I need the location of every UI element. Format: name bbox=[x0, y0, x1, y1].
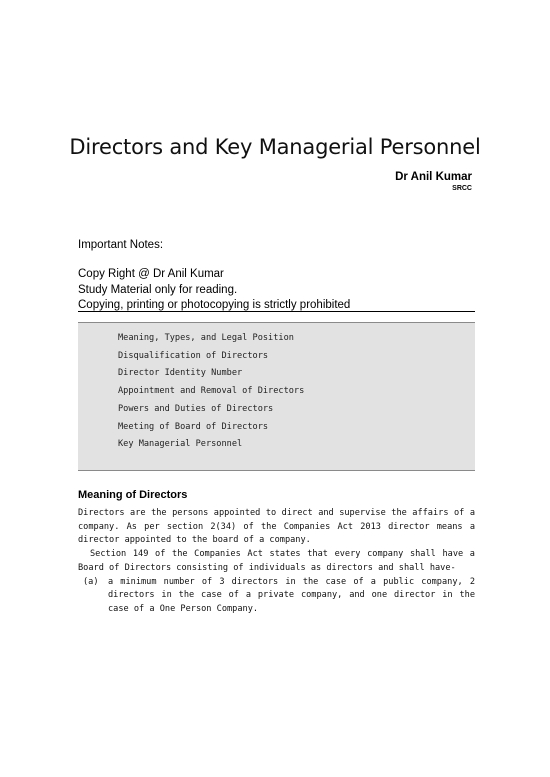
contents-item: Key Managerial Personnel bbox=[118, 439, 243, 450]
contents-item: Director Identity Number bbox=[118, 368, 243, 379]
document-title: Directors and Key Managerial Personnel bbox=[69, 135, 481, 159]
author-affiliation: SRCC bbox=[452, 185, 472, 192]
notes-line: Copying, printing or photocopying is strictly prohibited bbox=[78, 299, 351, 311]
body-paragraph: Directors are the persons appointed to direct and supervise the affairs of a company. As per section 2(34) of the Companies Act 2013 director means a director appointed to the board of a company. bbox=[78, 508, 475, 546]
contents-box bbox=[78, 322, 475, 471]
notes-block bbox=[78, 267, 350, 314]
contents-item: Powers and Duties of Directors bbox=[118, 403, 274, 414]
contents-list bbox=[118, 330, 304, 454]
notes-underline-divider bbox=[78, 311, 475, 312]
contents-item: Disqualification of Directors bbox=[118, 350, 269, 361]
author-name: Dr Anil Kumar bbox=[395, 171, 472, 183]
section-heading: Meaning of Directors bbox=[78, 489, 188, 501]
contents-item: Meaning, Types, and Legal Position bbox=[118, 333, 294, 343]
notes-line: Copy Right @ Dr Anil Kumar bbox=[78, 268, 224, 280]
list-item bbox=[78, 576, 475, 617]
contents-item: Appointment and Removal of Directors bbox=[118, 386, 305, 397]
contents-item: Meeting of Board of Directors bbox=[118, 421, 269, 432]
notes-line: Study Material only for reading. bbox=[78, 283, 238, 296]
section-body bbox=[78, 507, 475, 617]
list-item-text: a minimum number of 3 directors in the case of a public company, 2 directors in the case of a private company, and one director in the case of a One Person Company. bbox=[108, 576, 475, 614]
notes-heading: Important Notes: bbox=[78, 239, 164, 251]
body-paragraph: Section 149 of the Companies Act states that every company shall have a Board of Directors consisting of individuals as directors and shall have- bbox=[78, 549, 475, 573]
list-item-label: (a) bbox=[83, 576, 99, 587]
